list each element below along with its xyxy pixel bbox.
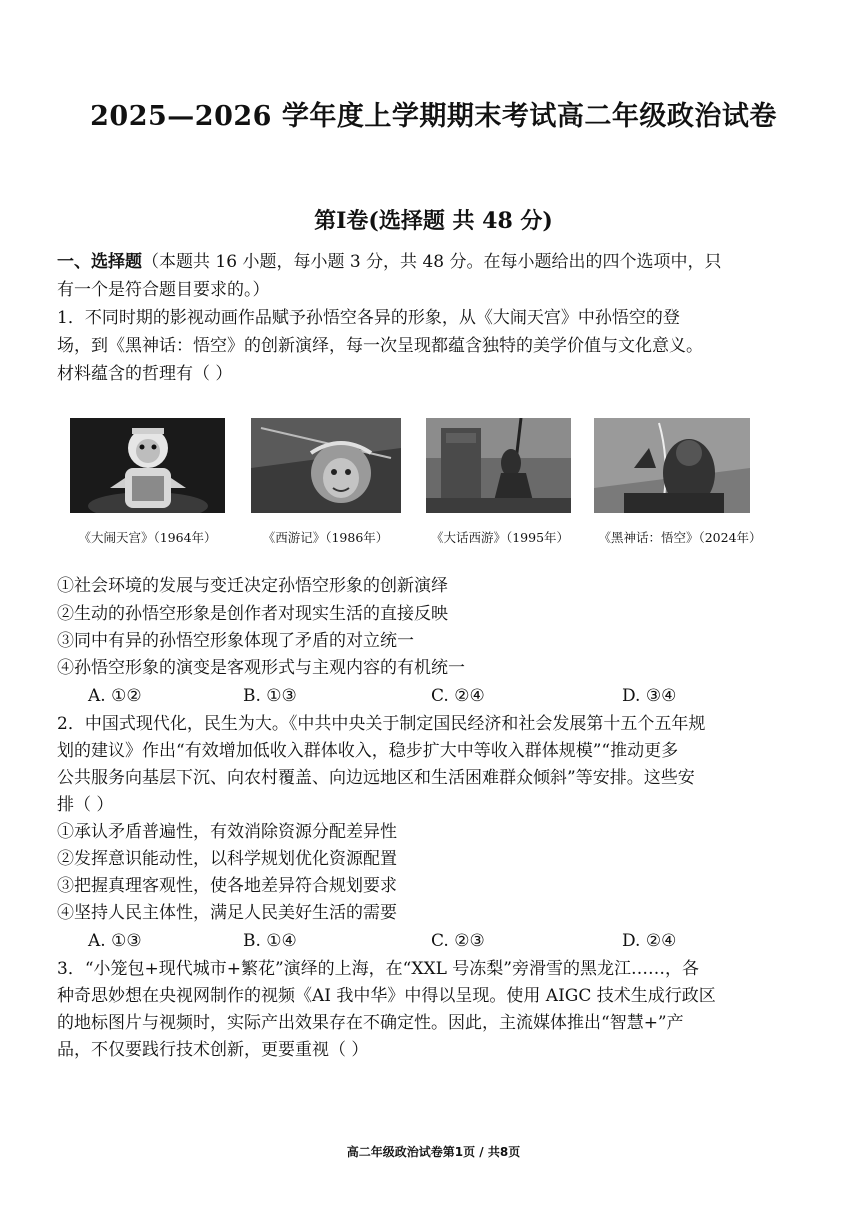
q2-statement-1: ①承认矛盾普遍性，有效消除资源分配差异性 bbox=[57, 822, 397, 842]
q3-stem-line-2: 种奇思妙想在央视网制作的视频《AI 我中华》中得以呈现。使用 AIGC 技术生成行政区 bbox=[57, 986, 716, 1006]
q1-statement-1: ①社会环境的发展与变迁决定孙悟空形象的创新演绎 bbox=[57, 576, 448, 596]
q1-option-a[interactable]: A. ①② bbox=[88, 686, 142, 706]
q1-option-c[interactable]: C. ②④ bbox=[431, 686, 485, 706]
section-title: 第Ⅰ卷(选择题 共 48 分) bbox=[314, 208, 553, 234]
q2-option-d[interactable]: D. ②④ bbox=[622, 931, 677, 951]
q1-image-1 bbox=[70, 418, 225, 513]
q1-image-row bbox=[60, 418, 820, 548]
q1-options bbox=[57, 682, 797, 710]
instructions-text-1: （本题共 16 小题，每小题 3 分，共 48 分。在每小题给出的四个选项中，只 bbox=[142, 252, 722, 272]
q1-stem-line-1: 1．不同时期的影视动画作品赋予孙悟空各异的形象，从《大闹天宫》中孙悟空的登 bbox=[57, 308, 680, 328]
q1-stem-line-2: 场，到《黑神话：悟空》的创新演绎，每一次呈现都蕴含独特的美学价值与文化意义。 bbox=[57, 336, 703, 356]
instructions-line-2: 有一个是符合题目要求的。） bbox=[57, 280, 270, 300]
q3-stem-line-3: 的地标图片与视频时，实际产出效果存在不确定性。因此，主流媒体推出“智慧+”产 bbox=[57, 1013, 684, 1033]
q2-option-b[interactable]: B. ①④ bbox=[243, 931, 297, 951]
q1-stem-line-3: 材料蕴含的哲理有（ ） bbox=[57, 364, 233, 384]
q2-stem-line-1: 2．中国式现代化，民生为大。《中共中央关于制定国民经济和社会发展第十五个五年规 bbox=[57, 714, 706, 734]
q1-statement-2: ②生动的孙悟空形象是创作者对现实生活的直接反映 bbox=[57, 604, 448, 624]
q1-option-b[interactable]: B. ①③ bbox=[243, 686, 297, 706]
q1-image-3-caption: 《大话西游》（1995年） bbox=[430, 530, 570, 545]
section-label: 一、选择题 bbox=[57, 252, 142, 272]
page-footer: 高二年级政治试卷第1页 / 共8页 bbox=[346, 1145, 521, 1159]
instructions-line-1 bbox=[57, 248, 797, 276]
q2-statement-2: ②发挥意识能动性，以科学规划优化资源配置 bbox=[57, 849, 397, 869]
q1-statement-4: ④孙悟空形象的演变是客观形式与主观内容的有机统一 bbox=[57, 658, 465, 678]
q1-image-4-caption: 《黑神话：悟空》（2024年） bbox=[598, 530, 762, 545]
q2-stem-line-4: 排（ ） bbox=[57, 795, 114, 815]
q2-option-c[interactable]: C. ②③ bbox=[431, 931, 485, 951]
q1-image-1-caption: 《大闹天宫》（1964年） bbox=[78, 530, 217, 545]
q2-stem-line-3: 公共服务向基层下沉、向农村覆盖、向边远地区和生活困难群众倾斜”等安排。这些安 bbox=[57, 768, 695, 788]
q3-stem-line-1: 3．“小笼包+现代城市+繁花”演绎的上海，在“XXL 号冻梨”旁滑雪的黑龙江……，各 bbox=[57, 959, 699, 979]
q1-image-4 bbox=[594, 418, 750, 513]
q2-option-a[interactable]: A. ①③ bbox=[88, 931, 142, 951]
q2-stem-line-2: 划的建议》作出“有效增加低收入群体收入，稳步扩大中等收入群体规模”“推动更多 bbox=[57, 741, 679, 761]
exam-title: 2025—2026 学年度上学期期末考试高二年级政治试卷 bbox=[90, 101, 777, 132]
q2-options bbox=[57, 927, 797, 955]
q1-image-2-caption: 《西游记》（1986年） bbox=[262, 530, 389, 545]
q1-option-d[interactable]: D. ③④ bbox=[622, 686, 677, 706]
q1-image-2 bbox=[251, 418, 401, 513]
q2-statement-3: ③把握真理客观性，使各地差异符合规划要求 bbox=[57, 876, 397, 896]
q1-statement-3: ③同中有异的孙悟空形象体现了矛盾的对立统一 bbox=[57, 631, 414, 651]
q1-image-3 bbox=[426, 418, 571, 513]
q2-statement-4: ④坚持人民主体性，满足人民美好生活的需要 bbox=[57, 903, 397, 923]
q3-stem-line-4: 品，不仅要践行技术创新，更要重视（ ） bbox=[57, 1040, 369, 1060]
